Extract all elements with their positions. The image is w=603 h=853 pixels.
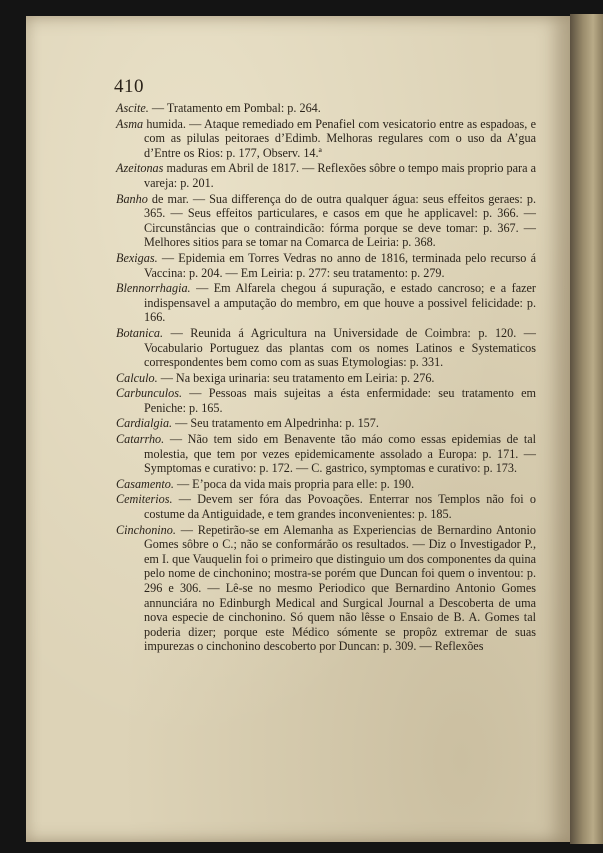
entry-text: — Na bexiga urinaria: seu tratamento em Leiria: p. 276. xyxy=(157,370,435,385)
index-entry xyxy=(116,326,536,370)
entry-heading: Catarrho. xyxy=(116,432,165,447)
entry-heading: Asma xyxy=(116,116,144,131)
entry-heading: Azeitonas xyxy=(116,161,164,176)
entry-heading: Cardialgia. xyxy=(116,416,173,431)
index-entry xyxy=(116,371,536,386)
index-entry xyxy=(116,386,536,415)
entry-heading: Blennorrhagia. xyxy=(116,281,191,296)
entry-text: de mar. — Sua differença do de outra qualquer água: seus effeitos geraes: p. 365. — Seus effeitos particulares, e casos em que he applicavel: p. 366. — Circunstâncias que o contraindicão: fórma porque se deve tomar: p. 367. — Melhores sitios para se tomar na Comarca de Leiria: p. 368. xyxy=(144,191,536,250)
index-entry xyxy=(116,251,536,280)
index-entry xyxy=(116,523,536,654)
index-entry xyxy=(116,477,536,492)
entry-text: — Em Alfarela chegou á supuração, e estado cancroso; e a fazer indispensavel a amputação do membro, em que houve a possivel felicidade: p. 166. xyxy=(144,281,536,325)
entry-heading: Cinchonino. xyxy=(116,522,176,537)
entry-text: — Tratamento em Pombal: p. 264. xyxy=(148,101,321,115)
index-entry xyxy=(116,117,536,161)
entry-heading: Cemiterios. xyxy=(116,492,173,507)
index-entry xyxy=(116,161,536,190)
entry-text: maduras em Abril de 1817. — Reflexões sôbre o tempo mais proprio para a vareja: p. 201. xyxy=(144,161,536,190)
entry-text: — Pessoas mais sujeitas a ésta enfermidade: seu tratamento em Peniche: p. 165. xyxy=(144,386,536,415)
index-entry xyxy=(116,416,536,431)
entry-heading: Botanica. xyxy=(116,325,164,340)
page-number: 410 xyxy=(114,76,144,97)
entry-text: — Devem ser fóra das Povoações. Enterrar nos Templos não foi o costume da Antiguidade, e tem grandes inconvenientes: p. 185. xyxy=(144,492,536,522)
facing-page-edge xyxy=(570,14,603,844)
entry-text: — Seu tratamento em Alpedrinha: p. 157. xyxy=(172,416,379,431)
entry-heading: Casamento. xyxy=(116,476,174,491)
index-entries xyxy=(116,101,536,655)
entry-heading: Ascite. xyxy=(116,101,149,115)
entry-text: — Não tem sido em Benavente tão máo como essas epidemias de tal molestia, que tem por vezes epidemicamente assolado a Europa: p. 171. — Symptomas e curativo: p. 172. — C. gastrico, symptomas e curativo: p. 173. xyxy=(144,432,536,476)
entry-heading: Carbunculos. xyxy=(116,386,183,401)
index-entry xyxy=(116,101,536,116)
entry-text: — Epidemia em Torres Vedras no anno de 1816, terminada pelo recurso á Vaccina: p. 204. — Em Leiria: p. 277: seu tratamento: p. 279. xyxy=(144,250,536,280)
index-entry xyxy=(116,432,536,476)
entry-heading: Calculo. xyxy=(116,370,158,385)
entry-text: — Repetirão-se em Alemanha as Experiencias de Bernardino Antonio Gomes sôbre o C.; não se conformárão os resultados. — Diz o Investigador P., em I. que Vauquelin foi o primeiro que distinguio um dos componentes da quina pelo nome de cinchonino; mostra-se porém que Duncan foi quem o inventou: p. 296 e 306. — Lê-se no mesmo Periodico que Bernardino Antonio Gomes annunciára no Edinburgh Medical and Surgical Journal a Descoberta de uma nova especie de cinchonino. Só quem não lêsse o Ensaio de B. A. Gomes tal poderia dizer; porque este Médico sómente se propôz extremar de suas impurezas o cinchonino descoberto por Duncan: p. 309. — Reflexões xyxy=(144,522,536,654)
entry-text: — Reunida á Agricultura na Universidade de Coimbra: p. 120. — Vocabulario Portuguez das plantas com os nomes Latinos e Systematicos correspondentes bem como com as suas Etymologias: p. 331. xyxy=(144,325,536,370)
index-entry xyxy=(116,281,536,325)
entry-heading: Banho xyxy=(116,191,148,206)
index-entry xyxy=(116,492,536,521)
entry-text: — E’poca da vida mais propria para elle: p. 190. xyxy=(173,476,415,491)
entry-text: humida. — Ataque remediado em Penafiel com vesicatorio entre as espadoas, e com as pilulas peitoraes d’Edimb. Melhoras regulares com o uso da A’gua d’Entre os Rios: p. 177, Observ. 14.ª xyxy=(143,116,536,160)
index-entry xyxy=(116,192,536,250)
entry-heading: Bexigas. xyxy=(116,250,158,265)
